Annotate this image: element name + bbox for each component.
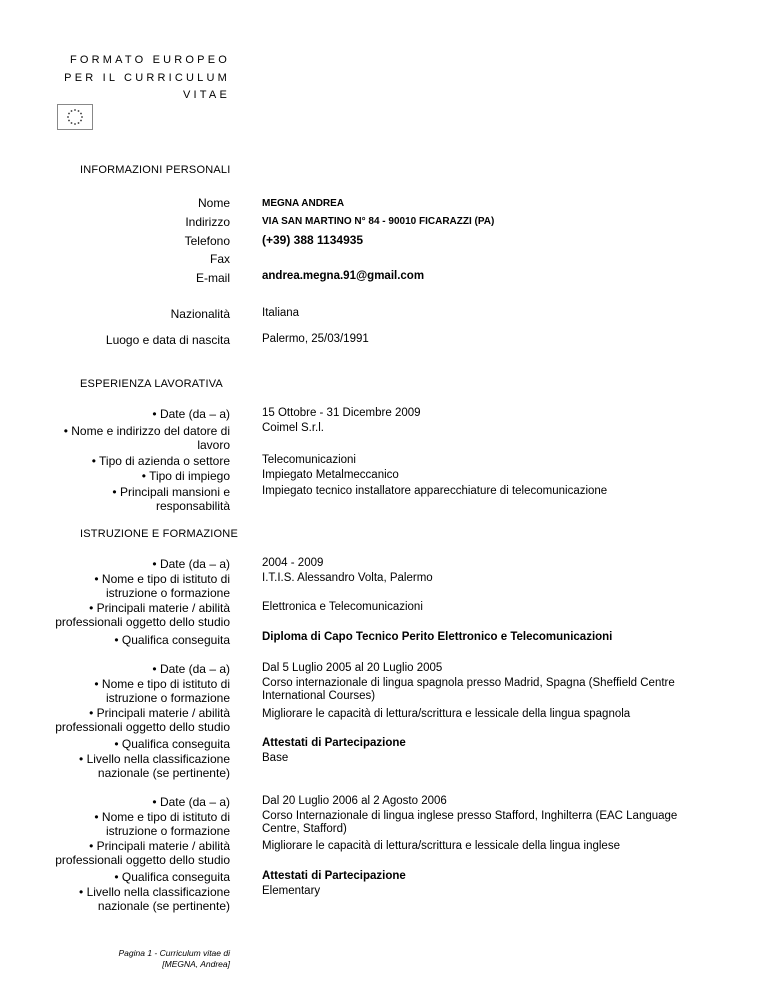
- edu2-value-level: Base: [262, 752, 289, 764]
- edu1-label-institute: • Nome e tipo di istituto di istruzione o formazione: [94, 572, 230, 600]
- section-work-title-text: ESPERIENZA LAVORATIVA: [80, 378, 223, 390]
- edu1-value-dates: 2004 - 2009: [262, 557, 324, 569]
- label-email: E-mail: [195, 271, 230, 285]
- edu2-value-institute: Corso internazionale di lingua spagnola presso Madrid, Spagna (Sheffield Centre International Courses): [262, 677, 675, 702]
- footer-line2: [MEGNA, Andrea]: [162, 959, 230, 969]
- cv-title-text-3: VITAE: [183, 89, 230, 101]
- value-address: VIA SAN MARTINO N° 84 - 90010 FICARAZZI (PA): [262, 216, 495, 227]
- edu2-label-qualification: • Qualifica conseguita: [114, 737, 230, 751]
- cv-title-text-2: PER IL CURRICULUM: [64, 72, 230, 84]
- edu2-label-dates: • Date (da – a): [152, 662, 230, 676]
- cv-title-line3: [60, 87, 230, 103]
- edu3-value-dates: Dal 20 Luglio 2006 al 2 Agosto 2006: [262, 795, 447, 807]
- section-personal-title-text: INFORMAZIONI PERSONALI: [80, 164, 231, 176]
- section-personal-title: [80, 164, 230, 176]
- value-nationality: Italiana: [262, 307, 300, 319]
- edu2-label-level: • Livello nella classificazione nazionale (se pertinente): [79, 752, 230, 780]
- work-label-dates: • Date (da – a): [152, 407, 230, 421]
- cv-title-line2: [60, 70, 230, 86]
- work-value-type: Impiegato Metalmeccanico: [262, 469, 399, 481]
- edu3-label-level: • Livello nella classificazione nazionale (se pertinente): [79, 885, 230, 913]
- work-label-employer: • Nome e indirizzo del datore di lavoro: [63, 424, 230, 452]
- work-label-sector: • Tipo di azienda o settore: [91, 454, 230, 468]
- label-address: Indirizzo: [185, 215, 230, 229]
- edu3-label-dates: • Date (da – a): [152, 795, 230, 809]
- edu1-value-subjects: Elettronica e Telecomunicazioni: [262, 601, 423, 613]
- value-email: andrea.megna.91@gmail.com: [262, 270, 425, 282]
- edu3-value-qualification: Attestati di Partecipazione: [262, 870, 406, 882]
- work-label-type: • Tipo di impiego: [141, 469, 230, 483]
- edu3-label-qualification: • Qualifica conseguita: [114, 870, 230, 884]
- eu-flag-icon: [57, 104, 93, 130]
- edu1-value-institute: I.T.I.S. Alessandro Volta, Palermo: [262, 572, 433, 584]
- work-label-duties: • Principali mansioni e responsabilità: [112, 485, 230, 513]
- section-education-title: [80, 528, 238, 540]
- work-value-employer: Coimel S.r.l.: [262, 422, 324, 434]
- edu3-value-level: Elementary: [262, 885, 321, 897]
- label-name: Nome: [197, 196, 230, 210]
- cv-title-text-1: FORMATO EUROPEO: [69, 54, 230, 66]
- value-phone: (+39) 388 1134935: [262, 233, 364, 247]
- edu2-label-subjects: • Principali materie / abilità professionali oggetto dello studio: [55, 706, 230, 734]
- edu1-label-dates: • Date (da – a): [152, 557, 230, 571]
- label-birth: Luogo e data di nascita: [105, 333, 230, 347]
- edu1-label-subjects: • Principali materie / abilità professionali oggetto dello studio: [55, 601, 230, 629]
- edu2-label-institute: • Nome e tipo di istituto di istruzione o formazione: [94, 677, 230, 705]
- label-fax: Fax: [209, 252, 230, 266]
- edu2-value-dates: Dal 5 Luglio 2005 al 20 Luglio 2005: [262, 662, 443, 674]
- value-name: MEGNA ANDREA: [262, 198, 345, 209]
- footer-line1: Pagina 1 - Curriculum vitae di: [118, 948, 230, 958]
- section-work-title: [80, 378, 223, 390]
- edu3-value-institute: Corso Internazionale di lingua inglese presso Stafford, Inghilterra (EAC Language Centre, Stafford): [262, 810, 678, 835]
- cv-title-line1: [60, 52, 230, 68]
- edu1-value-qualification: Diploma di Capo Tecnico Perito Elettronico e Telecomunicazioni: [262, 631, 613, 643]
- edu3-value-subjects: Migliorare le capacità di lettura/scrittura e lessicale della lingua inglese: [262, 840, 620, 852]
- label-phone: Telefono: [184, 234, 230, 248]
- section-education-title-text: ISTRUZIONE E FORMAZIONE: [80, 528, 238, 540]
- edu3-label-subjects: • Principali materie / abilità professionali oggetto dello studio: [55, 839, 230, 867]
- edu1-label-qualification: • Qualifica conseguita: [114, 633, 230, 647]
- edu2-value-subjects: Migliorare le capacità di lettura/scrittura e lessicale della lingua spagnola: [262, 708, 631, 720]
- value-birth: Palermo, 25/03/1991: [262, 333, 369, 345]
- edu3-label-institute: • Nome e tipo di istituto di istruzione o formazione: [94, 810, 230, 838]
- edu2-value-qualification: Attestati di Partecipazione: [262, 737, 406, 749]
- work-value-duties: Impiegato tecnico installatore apparecchiature di telecomunicazione: [262, 485, 608, 497]
- work-value-sector: Telecomunicazioni: [262, 454, 356, 466]
- label-nationality: Nazionalità: [170, 307, 230, 321]
- work-value-dates: 15 Ottobre - 31 Dicembre 2009: [262, 407, 421, 419]
